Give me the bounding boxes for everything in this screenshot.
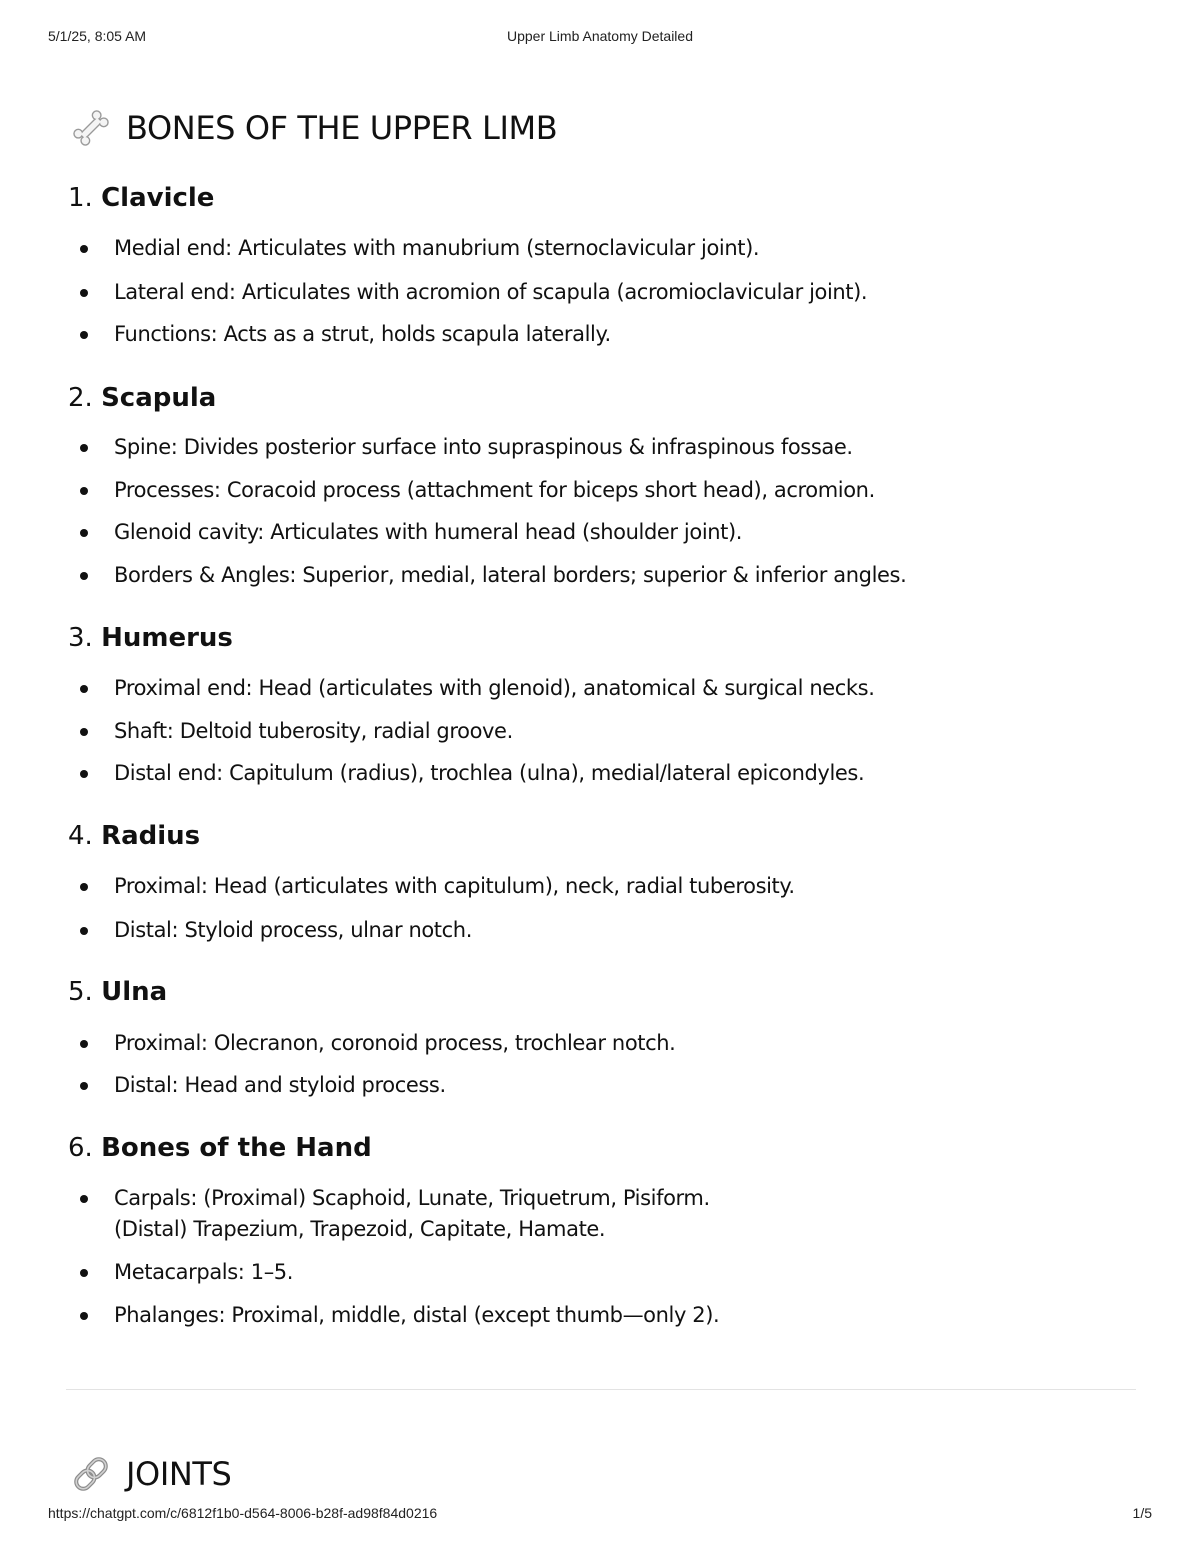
list-item [114,233,1134,264]
item-label: Lateral end: [114,280,236,304]
bullet-dot [80,289,88,297]
item-text: Capitulum (radius), trochlea (ulna), medial/lateral epicondyles. [229,761,865,785]
section-number: 1. [68,183,93,213]
bullet-dot [80,883,88,891]
bullet-dot [80,1040,88,1048]
section-name: Humerus [101,623,233,653]
item-label: Shaft: [114,719,174,743]
item-label: Glenoid cavity: [114,520,264,544]
item-label: Carpals: [114,1186,198,1210]
item-label: Distal: [114,1073,179,1097]
bone-icon [70,107,112,149]
bullet-dot [80,1082,88,1090]
bullet-dot [80,1312,88,1320]
item-text: Head and styloid process. [184,1073,446,1097]
section-number: 2. [68,383,93,413]
item-label: Distal end: [114,761,223,785]
list-item [114,1257,1134,1288]
list-item [114,432,1134,463]
section-number: 5. [68,977,93,1007]
list-item [114,560,1134,591]
section-number: 6. [68,1133,93,1163]
bones-heading [70,104,557,152]
item-text: (Proximal) Scaphoid, Lunate, Triquetrum, Pisiform. [203,1186,710,1210]
bullet-dot [80,444,88,452]
list-item [114,1028,1134,1059]
section-number: 4. [68,821,93,851]
item-label: Proximal end: [114,676,253,700]
item-text: Olecranon, coronoid process, trochlear notch. [213,1031,676,1055]
item-text: Head (articulates with capitulum), neck, radial tuberosity. [213,874,795,898]
bullet-dot [80,1195,88,1203]
section-name: Scapula [101,383,217,413]
section-heading-scapula [68,380,216,416]
list-item [114,673,1134,704]
section-number: 3. [68,623,93,653]
print-title: Upper Limb Anatomy Detailed [507,28,693,44]
section-name: Ulna [101,977,168,1007]
list-item [114,915,1134,946]
item-label: Functions: [114,322,218,346]
bullet-dot [80,728,88,736]
section-heading-ulna [68,974,167,1010]
bullet-dot [80,770,88,778]
item-label: Medial end: [114,236,232,260]
item-text: Divides posterior surface into supraspinous & infraspinous fossae. [183,435,853,459]
bullet-dot [80,529,88,537]
section-heading-radius [68,818,200,854]
item-text: Proximal, middle, distal (except thumb—only 2). [231,1303,720,1327]
list-item [114,871,1134,902]
item-text: Head (articulates with glenoid), anatomical & surgical necks. [258,676,875,700]
item-text-continued: (Distal) Trapezium, Trapezoid, Capitate, Hamate. [114,1217,606,1241]
bullet-dot [80,572,88,580]
list-item [114,319,1134,350]
bullet-dot [80,1269,88,1277]
item-label: Metacarpals: [114,1260,245,1284]
list-item [114,758,1134,789]
section-name: Radius [101,821,201,851]
list-item [114,517,1134,548]
list-item [114,277,1134,308]
list-item [114,1070,1134,1101]
joints-heading-text: JOINTS [126,1455,232,1493]
item-label: Distal: [114,918,179,942]
list-item [114,1183,1134,1245]
print-footer [0,1505,1200,1529]
print-datetime: 5/1/25, 8:05 AM [48,28,147,44]
bullet-dot [80,685,88,693]
bullet-dot [80,331,88,339]
joints-heading [70,1450,231,1498]
item-text: Articulates with acromion of scapula (acromioclavicular joint). [241,280,868,304]
item-text: Deltoid tuberosity, radial groove. [179,719,513,743]
item-label: Processes: [114,478,221,502]
print-url[interactable]: https://chatgpt.com/c/6812f1b0-d564-8006-b28f-ad98f84d0216 [48,1505,438,1521]
bones-heading-text: BONES OF THE UPPER LIMB [126,109,558,147]
item-text: Articulates with humeral head (shoulder joint). [270,520,743,544]
item-text: Articulates with manubrium (sternoclavicular joint). [238,236,760,260]
bullet-dot [80,245,88,253]
list-item [114,1300,1134,1331]
item-label: Spine: [114,435,178,459]
section-heading-clavicle [68,180,214,216]
print-header [0,28,1200,52]
item-label: Proximal: [114,1031,208,1055]
list-item [114,716,1134,747]
section-name: Bones of the Hand [101,1133,372,1163]
item-text: Acts as a strut, holds scapula laterally. [223,322,611,346]
item-text: Superior, medial, lateral borders; superior & inferior angles. [302,563,907,587]
item-text: 1–5. [250,1260,294,1284]
print-page-number: 1/5 [1132,1505,1152,1521]
list-item [114,475,1134,506]
item-text: Coracoid process (attachment for biceps short head), acromion. [226,478,875,502]
bullet-dot [80,487,88,495]
item-label: Borders & Angles: [114,563,297,587]
link-icon [70,1453,112,1495]
item-label: Phalanges: [114,1303,226,1327]
section-divider [66,1389,1136,1390]
section-heading-humerus [68,620,233,656]
section-name: Clavicle [101,183,215,213]
bullet-dot [80,927,88,935]
section-heading-hand [68,1130,372,1166]
item-label: Proximal: [114,874,208,898]
item-text: Styloid process, ulnar notch. [184,918,472,942]
